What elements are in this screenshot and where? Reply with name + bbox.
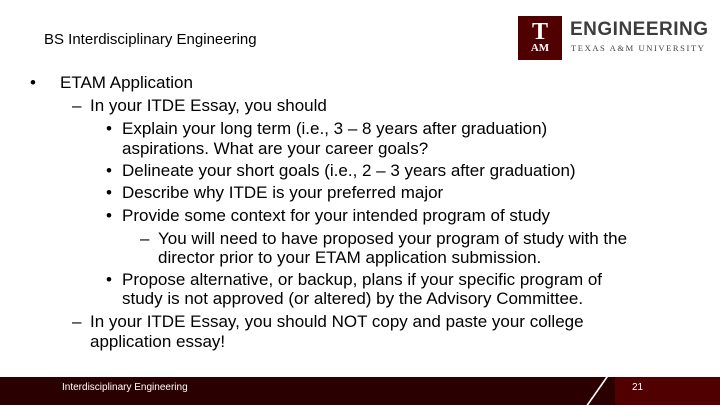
line-essay-should: In your ITDE Essay, you should (90, 96, 327, 115)
line-propose-alternative: Propose alternative, or backup, plans if your specific program of (122, 270, 603, 289)
logo-wordmark: ENGINEERING (570, 19, 709, 40)
footer-label: Interdisciplinary Engineering (62, 382, 188, 393)
atm-logo-icon (518, 16, 562, 60)
slide-footer (0, 377, 720, 405)
slide-header-title: BS Interdisciplinary Engineering (44, 31, 257, 48)
logo-mark-am: AM (530, 42, 550, 54)
bullet-level3-icon: • (106, 270, 112, 289)
line-not-approved: study is not approved (or altered) by the Advisory Committee. (122, 289, 584, 308)
line-provide-context: Provide some context for your intended program of study (122, 206, 551, 225)
line-delineate-short: Delineate your short goals (i.e., 2 – 3 years after graduation) (122, 161, 576, 180)
bullet-level3-icon: • (106, 161, 112, 180)
line-should-not-copy: In your ITDE Essay, you should NOT copy and paste your college (90, 312, 584, 331)
footer-notch (596, 377, 616, 405)
dash-level2-icon: – (72, 96, 82, 115)
line-application-essay: application essay! (90, 332, 226, 351)
line-explain-long-term: Explain your long term (i.e., 3 – 8 years after graduation) (122, 119, 548, 138)
bullet-level1-icon: • (30, 73, 36, 92)
logo-subtitle: TEXAS A&M UNIVERSITY (571, 43, 706, 53)
logo-mark-t: T (531, 19, 548, 45)
bullet-level3-icon: • (106, 183, 112, 202)
line-proposed-program: You will need to have proposed your program of study with the (158, 229, 628, 248)
bullet-level3-icon: • (106, 119, 112, 138)
dash-level2-icon: – (72, 312, 82, 331)
line-aspirations: aspirations. What are your career goals? (122, 139, 429, 158)
tamu-engineering-logo (518, 16, 709, 60)
page-number: 21 (632, 382, 644, 393)
line-etam-application: ETAM Application (60, 73, 193, 92)
line-director-prior: director prior to your ETAM application submission. (158, 248, 542, 267)
line-describe-why: Describe why ITDE is your preferred major (122, 183, 444, 202)
bullet-level3-icon: • (106, 206, 112, 225)
dash-level4-icon: – (140, 229, 150, 248)
